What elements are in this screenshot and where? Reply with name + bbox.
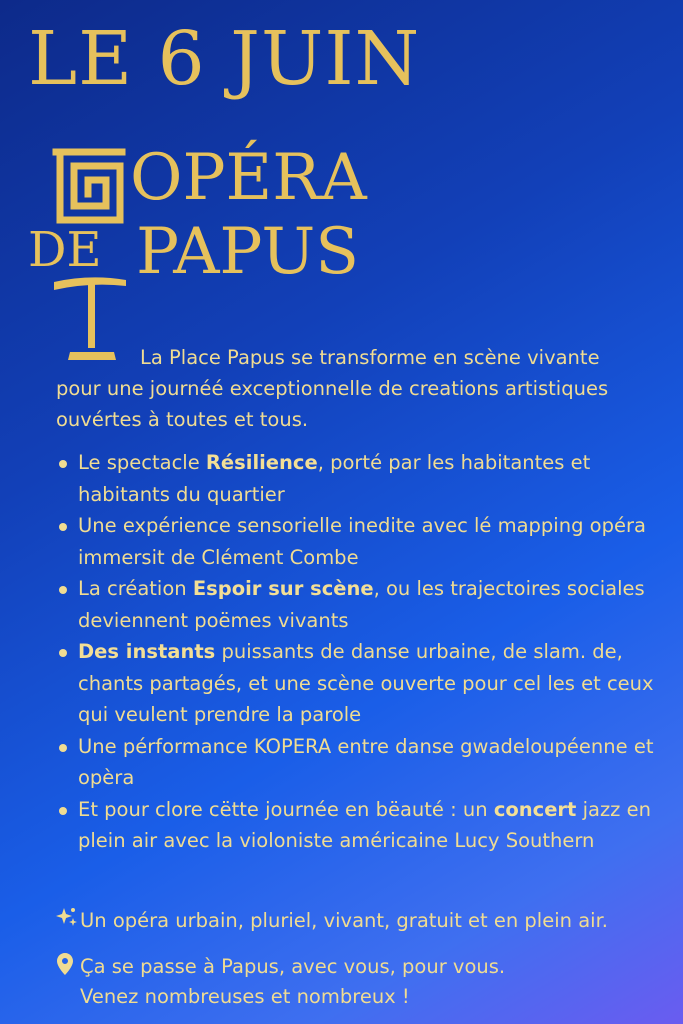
list-item: La création Espoir sur scène, ou les trajectoires sociales deviennent poëmes vivants (56, 573, 656, 636)
intro-paragraph (56, 342, 646, 435)
location-pin-icon (56, 952, 80, 985)
footer-tagline-text: Un opéra urbain, pluriel, vivant, gratuit et en plein air. (80, 909, 608, 932)
footer-location-line1: Ça se passe à Papus, avec vous, pour vous. (80, 955, 506, 978)
footer-location-line2: Venez nombreuses et nombreux ! (80, 985, 410, 1008)
list-item: Le spectacle Résilience, porté par les habitantes et habitants du quartier (56, 447, 656, 510)
footer-location (56, 952, 666, 1012)
logo-word-papus: PAPUS (136, 215, 360, 289)
footer-tagline (56, 906, 666, 937)
logo-word-de: DE (28, 222, 102, 278)
program-list (56, 447, 656, 857)
event-date-heading: LE 6 JUIN (28, 16, 421, 102)
list-item: Et pour clore cëtte journée en bëauté : un concert jazz en plein air avec la violoniste américaine Lucy Southern (56, 794, 656, 857)
intro-text: La Place Papus se transforme en scène vivante pour une journéé exceptionnelle de creations artistiques ouvértes à toutes et tous. (56, 346, 609, 431)
list-item: Une expérience sensorielle inedite avec lé mapping opéra immersit de Clément Combe (56, 510, 656, 573)
list-item: Une pérformance KOPERA entre danse gwadeloupéenne et opèra (56, 731, 656, 794)
list-item: Des instants puissants de danse urbaine, de slam. de, chants partagés, et une scène ouverte pour cel les et ceux qui veulent prendre la parole (56, 636, 656, 731)
opera-de-papus-logo (28, 140, 408, 365)
logo-word-opera: OPÉRA (130, 141, 367, 215)
sparkles-icon (56, 906, 80, 937)
spiral-glyph-icon (50, 146, 128, 226)
